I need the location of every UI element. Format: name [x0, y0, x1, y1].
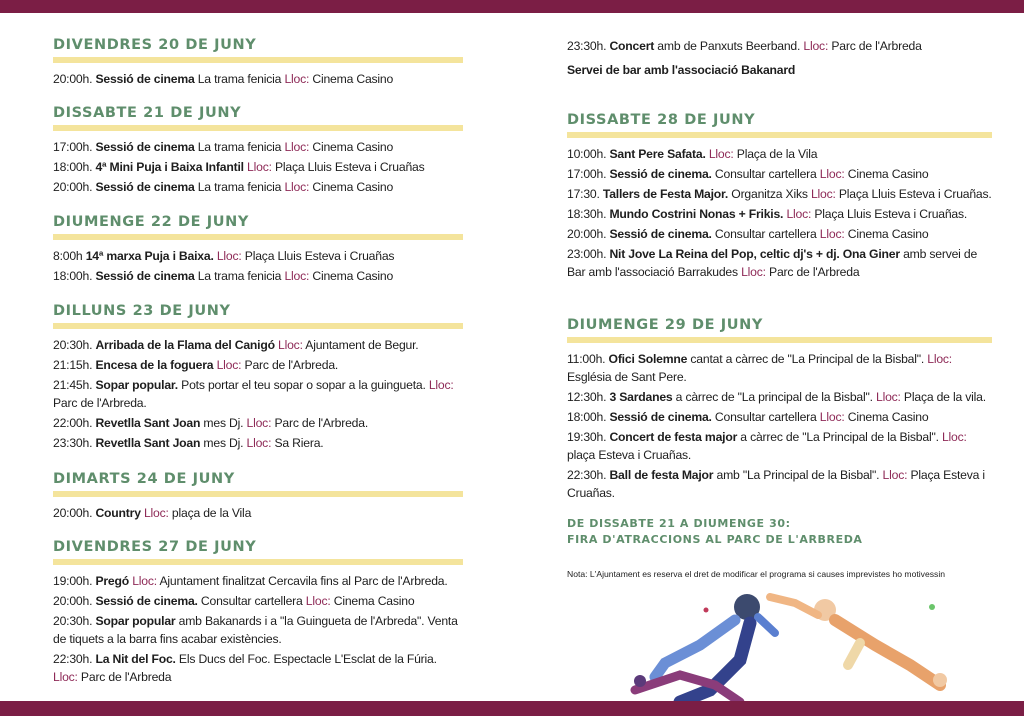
bottom-banner [0, 701, 1024, 716]
location-label: Lloc: [132, 574, 157, 588]
event-text: 18:30h. [567, 207, 610, 221]
event-line [567, 388, 992, 406]
event-text: Consultar cartellera [711, 167, 820, 181]
event-title: Sessió de cinema [95, 72, 195, 86]
event-line [567, 185, 992, 203]
event-title: Sessió de cinema [95, 140, 195, 154]
event-text: 23:30h. [53, 436, 96, 450]
event-title: Concert de festa major [609, 430, 738, 444]
day-section [53, 36, 463, 90]
day-section [53, 213, 463, 287]
location-label: Lloc: [876, 390, 901, 404]
event-title: Encesa de la foguera [95, 358, 214, 372]
location-label: Lloc: [428, 378, 454, 392]
event-title: Sessió de cinema. [609, 410, 712, 424]
event-text: Cinema Casino [844, 410, 929, 424]
location-label: Lloc: [143, 506, 169, 520]
location-label: Lloc: [284, 180, 310, 194]
event-text: Plaça Lluis Esteva i Cruañas. [811, 207, 968, 221]
day-section [53, 470, 463, 524]
event-title: 14ª marxa Puja i Baixa. [85, 249, 214, 263]
event-text: Plaça Lluis Esteva i Cruañas [271, 160, 425, 174]
event-text: Plaça Esteva i Cruañas. [567, 468, 985, 500]
day-section [567, 316, 992, 504]
event-line [53, 612, 463, 648]
event-text: 17:00h. [53, 140, 96, 154]
event-line [53, 158, 463, 176]
event-text: cantat a càrrec de "La Principal de la Bisbal". [687, 352, 928, 366]
day-section [567, 111, 992, 283]
event-line [567, 145, 992, 163]
event-text: Plaça Lluis Esteva i Cruañas [241, 249, 395, 263]
event-text: mes Dj. [200, 436, 247, 450]
heading-underline [53, 125, 463, 131]
location-label: Lloc: [803, 39, 829, 53]
heading-underline [567, 337, 992, 343]
event-text: Els Ducs del Foc. Espectacle L'Esclat de la Fúria. [175, 652, 437, 666]
event-line [567, 428, 992, 464]
event-text: a càrrec de "La principal de la Bisbal". [672, 390, 876, 404]
event-line [53, 356, 463, 374]
program-note: Nota: L'Ajuntament es reserva el dret de modificar el programa si causes imprevistes ho motivessin [567, 569, 946, 579]
event-text: Pots portar el teu sopar o sopar a la guingueta. [177, 378, 429, 392]
event-line [567, 225, 992, 243]
fira-dates: DE DISSABTE 21 A DIUMENGE 30: [567, 517, 791, 530]
location-label: Lloc: [882, 468, 908, 482]
fira-title: FIRA D'ATRACCIONS AL PARC DE L'ARBREDA [567, 533, 863, 546]
event-text: Organitza Xiks [728, 187, 811, 201]
event-line [53, 434, 463, 452]
event-line [53, 572, 463, 590]
event-text: 22:00h. [53, 416, 96, 430]
event-text: 19:00h. [53, 574, 96, 588]
event-text: Parc de l'Arbreda. [271, 416, 369, 430]
event-text: a càrrec de "La Principal de la Bisbal". [737, 430, 942, 444]
event-text: 8:00h [53, 249, 86, 263]
heading-underline [53, 234, 463, 240]
event-text: Consultar cartellera [711, 227, 820, 241]
day-heading: DIVENDRES 27 DE JUNY [53, 539, 257, 555]
event-text: Ajuntament finalitzat Cercavila fins al Parc de l'Arbreda. [156, 574, 448, 588]
event-title: Mundo Costrini Nonas + Frikis. [609, 207, 784, 221]
event-text: Parc de l'Arbreda [77, 670, 172, 684]
event-line [53, 138, 463, 156]
event-line [53, 336, 463, 354]
heading-underline [53, 57, 463, 63]
event-text: Parc de l'Arbreda [765, 265, 860, 279]
event-text: 17:00h. [567, 167, 610, 181]
event-text: 20:00h. [53, 594, 96, 608]
event-text: 23:00h. [567, 247, 610, 261]
location-label: Lloc: [216, 249, 242, 263]
location-label: Lloc: [53, 670, 78, 684]
heading-underline [567, 132, 992, 138]
location-label: Lloc: [927, 352, 952, 366]
event-title: Servei de bar amb l'associació Bakanard [567, 63, 796, 77]
event-list [53, 504, 463, 522]
day-heading: DIUMENGE 29 DE JUNY [567, 317, 763, 333]
event-text: Parc de l'Arbreda. [53, 396, 147, 410]
event-text: Plaça Lluis Esteva i Cruañas. [835, 187, 992, 201]
event-text: 11:00h. [567, 352, 609, 366]
event-text: 20:00h. [53, 506, 96, 520]
location-label: Lloc: [284, 72, 310, 86]
event-title: Ofici Solemne [608, 352, 688, 366]
location-label: Lloc: [216, 358, 242, 372]
event-text: La trama fenicia [194, 180, 285, 194]
location-label: Lloc: [741, 265, 766, 279]
event-title: Sopar popular [95, 614, 176, 628]
event-text: 12:30h. [567, 390, 610, 404]
location-label: Lloc: [246, 436, 272, 450]
event-line [53, 267, 463, 285]
event-line [53, 592, 463, 610]
event-text: 20:00h. [567, 227, 610, 241]
event-list [53, 247, 463, 285]
event-title: Country [95, 506, 141, 520]
event-text: plaça de la Vila [168, 506, 252, 520]
event-text: Cinema Casino [309, 72, 394, 86]
event-text: 18:00h. [53, 160, 96, 174]
event-list [53, 70, 463, 88]
location-label: Lloc: [284, 269, 310, 283]
event-line [567, 205, 992, 223]
day-section [53, 104, 463, 198]
event-title: Sessió de cinema [95, 180, 195, 194]
top-banner [0, 0, 1024, 13]
event-line [567, 350, 992, 386]
event-text: 22:30h. [53, 652, 96, 666]
event-title: Ball de festa Major [609, 468, 714, 482]
event-title: Revetlla Sant Joan [95, 436, 201, 450]
event-text: La trama fenicia [194, 72, 285, 86]
location-label: Lloc: [810, 187, 836, 201]
event-line [567, 466, 992, 502]
event-title: La Nit del Foc. [95, 652, 176, 666]
location-label: Lloc: [305, 594, 331, 608]
day-heading: DISSABTE 28 DE JUNY [567, 112, 756, 128]
event-line [53, 504, 463, 522]
event-text: 22:30h. [567, 468, 610, 482]
event-title: Sessió de cinema [95, 269, 195, 283]
event-line [53, 650, 463, 686]
event-line [567, 165, 992, 183]
event-text: Cinema Casino [844, 227, 929, 241]
event-title: Revetlla Sant Joan [95, 416, 201, 430]
continued-events [567, 37, 992, 85]
location-label: Lloc: [819, 167, 845, 181]
event-text: Cinema Casino [309, 180, 394, 194]
event-text: 18:00h. [53, 269, 96, 283]
dancers-illustration [620, 585, 1024, 702]
event-text: La trama fenicia [194, 269, 285, 283]
event-text: Plaça de la Vila [733, 147, 818, 161]
location-label: Lloc: [941, 430, 967, 444]
event-text: amb Bakanards i a "la Guingueta de l'Arbreda". Venta de tiquets a la barra fins acabar existències. [53, 614, 458, 646]
day-heading: DIMARTS 24 DE JUNY [53, 471, 235, 487]
event-text: Sa Riera. [271, 436, 324, 450]
event-title: Concert [609, 39, 655, 53]
day-heading: DILLUNS 23 DE JUNY [53, 303, 231, 319]
event-line [53, 376, 463, 412]
event-text: 21:45h. [53, 378, 96, 392]
event-text: plaça Esteva i Cruañas. [567, 448, 692, 462]
event-title: Pregó [95, 574, 129, 588]
event-title: Sessió de cinema. [609, 227, 712, 241]
event-text: amb de Panxuts Beerband. [654, 39, 804, 53]
event-line [567, 408, 992, 426]
event-title: Arribada de la Flama del Canigó [95, 338, 275, 352]
event-text: 21:15h. [53, 358, 96, 372]
event-text: Consultar cartellera [197, 594, 306, 608]
event-list [567, 145, 992, 281]
location-label: Lloc: [708, 147, 734, 161]
event-title: 3 Sardanes [609, 390, 673, 404]
event-title: Sopar popular. [95, 378, 178, 392]
event-text: Parc de l'Arbreda. [241, 358, 339, 372]
heading-underline [53, 323, 463, 329]
day-section [53, 302, 463, 454]
event-list [53, 572, 463, 686]
location-label: Lloc: [247, 160, 272, 174]
event-list [53, 138, 463, 196]
heading-underline [53, 559, 463, 565]
event-text: 10:00h. [567, 147, 610, 161]
event-text: Consultar cartellera [711, 410, 820, 424]
event-text: 23:30h. [567, 39, 610, 53]
location-label: Lloc: [284, 140, 310, 154]
event-title: Sessió de cinema. [95, 594, 198, 608]
event-line [53, 247, 463, 265]
event-text: amb "La Principal de la Bisbal". [713, 468, 883, 482]
event-text: Ajuntament de Begur. [302, 338, 419, 352]
day-section [53, 538, 463, 688]
event-text: 20:00h. [53, 180, 96, 194]
event-line [567, 245, 992, 281]
event-title: Sessió de cinema. [609, 167, 712, 181]
event-list [53, 336, 463, 452]
event-text: Cinema Casino [309, 140, 394, 154]
event-line [567, 37, 992, 55]
event-text: Església de Sant Pere. [567, 370, 687, 384]
event-title: 4ª Mini Puja i Baixa Infantil [95, 160, 244, 174]
event-line [567, 61, 992, 79]
event-line [53, 178, 463, 196]
location-label: Lloc: [246, 416, 272, 430]
event-text: 19:30h. [567, 430, 610, 444]
event-text: La trama fenicia [194, 140, 285, 154]
event-text: 17:30. [567, 187, 603, 201]
location-label: Lloc: [278, 338, 303, 352]
event-text: Cinema Casino [309, 269, 394, 283]
event-text: mes Dj. [200, 416, 247, 430]
event-text: Plaça de la vila. [900, 390, 986, 404]
location-label: Lloc: [786, 207, 812, 221]
event-list [567, 350, 992, 502]
event-text: Cinema Casino [844, 167, 929, 181]
event-text: 20:30h. [53, 338, 96, 352]
fira-notice [567, 516, 863, 548]
event-title: Nit Jove La Reina del Pop, celtic dj's + dj. Ona Giner [609, 247, 900, 261]
location-label: Lloc: [819, 227, 845, 241]
event-line [53, 70, 463, 88]
dancer-figure-orange [770, 597, 940, 685]
event-text: 20:00h. [53, 72, 96, 86]
event-title: Sant Pere Safata. [609, 147, 706, 161]
event-line [53, 414, 463, 432]
day-heading: DIUMENGE 22 DE JUNY [53, 214, 249, 230]
event-text: 18:00h. [567, 410, 610, 424]
day-heading: DISSABTE 21 DE JUNY [53, 105, 242, 121]
event-text: 20:30h. [53, 614, 96, 628]
event-text: amb servei de Bar amb l'associació Barrakudes [567, 247, 978, 279]
event-text: Cinema Casino [330, 594, 415, 608]
event-title: Tallers de Festa Major. [602, 187, 729, 201]
event-text: Parc de l'Arbreda [828, 39, 922, 53]
heading-underline [53, 491, 463, 497]
location-label: Lloc: [819, 410, 845, 424]
day-heading: DIVENDRES 20 DE JUNY [53, 37, 257, 53]
